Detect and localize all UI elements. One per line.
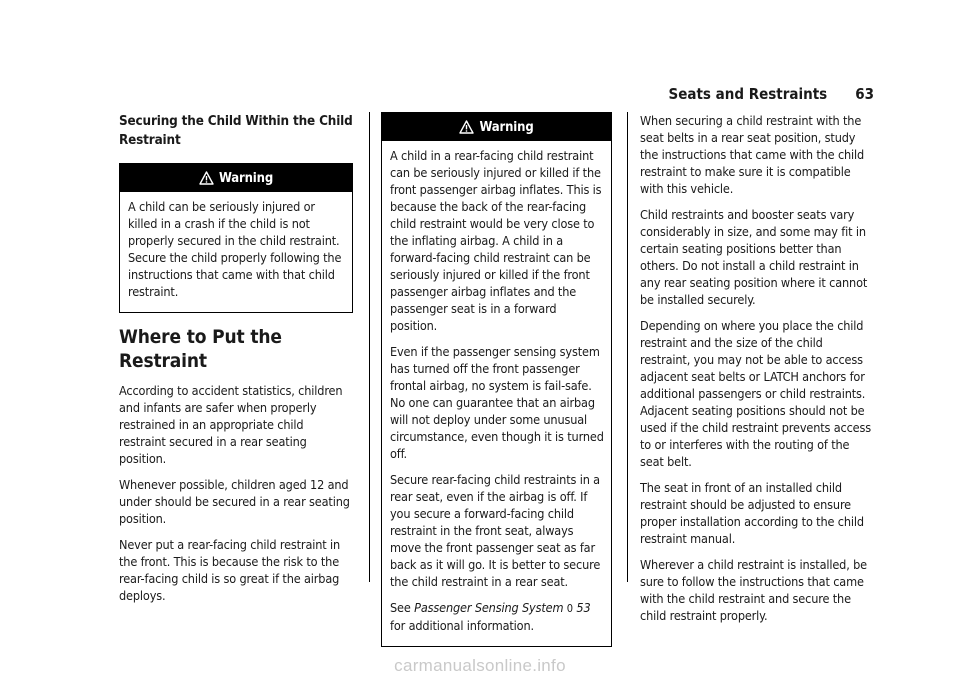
warning-label: Warning bbox=[218, 170, 274, 186]
see-reference-link[interactable]: Passenger Sensing System bbox=[414, 600, 564, 615]
body-paragraph: According to accident statistics, children and infants are safer when properly restrained in an appropriate child restraint secured in a rear seating position. bbox=[119, 383, 343, 466]
warning-triangle-icon bbox=[199, 171, 214, 185]
warning-text: A child can be seriously injured or killed in a crash if the child is not properly secured in the child restraint. Secure the child properly following the instructions that came with that child restraint. bbox=[128, 199, 342, 299]
warning-header bbox=[382, 113, 611, 141]
page-arrow-icon: 0 bbox=[566, 602, 573, 615]
warning-box bbox=[381, 112, 612, 647]
body-paragraph: Whenever possible, children aged 12 and under should be secured in a rear seating position. bbox=[119, 477, 350, 526]
column-right bbox=[640, 112, 874, 633]
warning-box bbox=[119, 163, 353, 313]
see-prefix: See bbox=[390, 600, 411, 615]
warning-paragraph: Even if the passenger sensing system has turned off the front passenger frontal airbag, no system is fail-safe. No one can guarantee that an airbag will not deploy under some unusual circumstance, even though it is turned off. bbox=[390, 344, 604, 461]
warning-paragraph: A child in a rear-facing child restraint can be seriously injured or killed if the front passenger airbag inflates. This is because the back of the rear-facing child restraint would be very close to the inflating airbag. A child in a forward-facing child restraint can be seriously injured or killed if the front passenger airbag inflates and the passenger seat is in a forward position. bbox=[390, 148, 602, 333]
column-divider bbox=[369, 112, 370, 582]
body-paragraph: The seat in front of an installed child restraint should be adjusted to ensure proper installation according to the child restraint manual. bbox=[640, 480, 864, 546]
warning-header bbox=[120, 164, 352, 192]
warning-body bbox=[120, 192, 352, 312]
page-number: 63 bbox=[855, 85, 874, 103]
column-left bbox=[119, 112, 353, 613]
section-title: Seats and Restraints bbox=[668, 85, 828, 103]
warning-paragraph: Secure rear-facing child restraints in a rear seat, even if the airbag is off. If you secure a forward-facing child restraint in the front seat, always move the front passenger seat as far back as it will go. It is better to secure the child restraint in a rear seat. bbox=[390, 472, 601, 589]
warning-triangle-icon bbox=[459, 120, 474, 134]
watermark: carmanualsonline.info bbox=[394, 656, 566, 675]
body-paragraph: Wherever a child restraint is installed, be sure to follow the instructions that came with the child restraint and secure the child restraint properly. bbox=[640, 557, 867, 623]
body-paragraph: When securing a child restraint with the seat belts in a rear seat position, study the instructions that came with the child restraint to make sure it is compatible with this vehicle. bbox=[640, 113, 865, 196]
body-paragraph: Depending on where you place the child restraint and the size of the child restraint, you may not be able to access adjacent seat belts or LATCH anchors for additional passengers or child restraints. Adjacent seating positions should not be used if the child restraint prevents access to or interferes with the routing of the seat belt. bbox=[640, 318, 872, 469]
body-paragraph: Child restraints and booster seats vary considerably in size, and some may fit in certain seating positions better than others. Do not install a child restraint in any rear seating position where it cannot be installed securely. bbox=[640, 207, 868, 307]
see-page-number[interactable]: 53 bbox=[576, 600, 591, 615]
subheading: Securing the Child Within the Child Restraint bbox=[119, 114, 353, 148]
see-suffix: for additional information. bbox=[390, 618, 534, 633]
column-divider bbox=[627, 112, 628, 582]
body-paragraph: Never put a rear-facing child restraint in the front. This is because the risk to the rear-facing child is so great if the airbag deploys. bbox=[119, 537, 341, 603]
cross-reference bbox=[390, 599, 604, 634]
running-header bbox=[628, 84, 874, 104]
column-middle bbox=[381, 112, 612, 647]
warning-label: Warning bbox=[479, 119, 534, 135]
warning-body bbox=[382, 141, 611, 646]
section-heading: Where to Put the Restraint bbox=[119, 326, 282, 372]
